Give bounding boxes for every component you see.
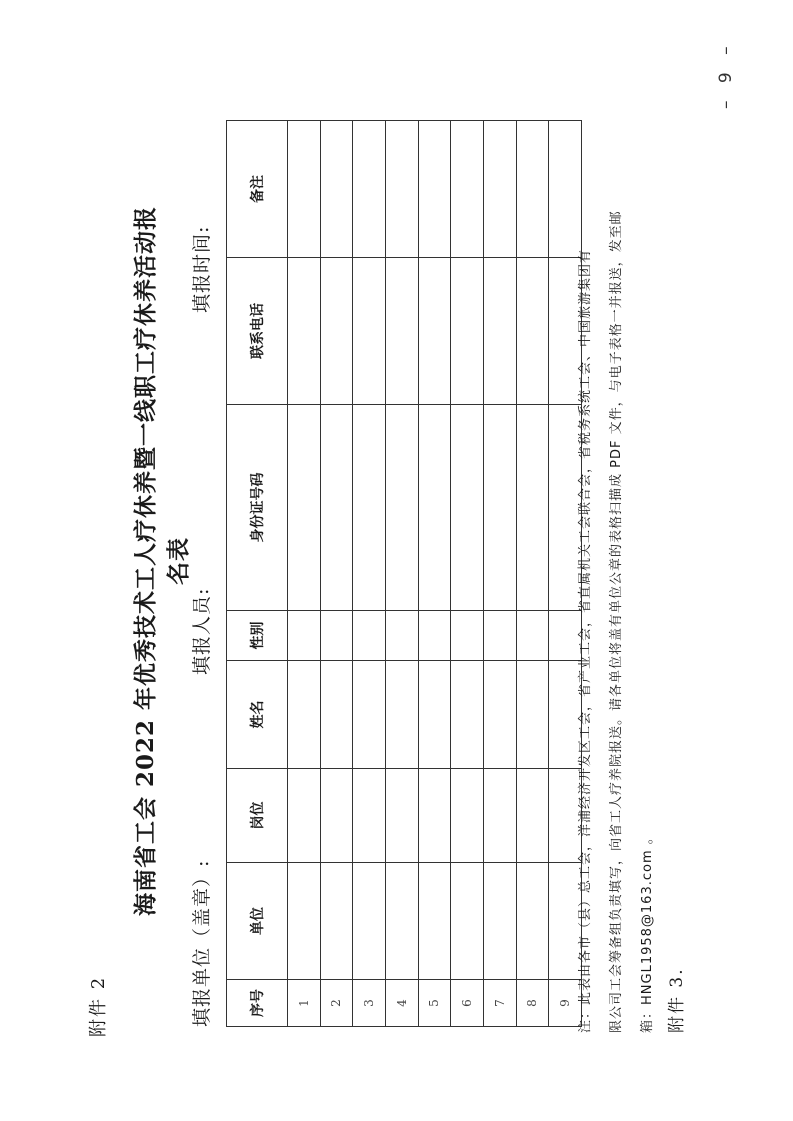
page-number: – 9 – — [716, 40, 736, 109]
row-number: 3 — [353, 980, 386, 1027]
row-number: 5 — [418, 980, 451, 1027]
cell[interactable] — [418, 258, 451, 405]
table-row — [288, 121, 321, 1027]
cell[interactable] — [288, 863, 321, 980]
cell[interactable] — [385, 405, 418, 611]
row-number: 2 — [320, 980, 353, 1027]
cell[interactable] — [385, 863, 418, 980]
cell[interactable] — [418, 769, 451, 863]
cell[interactable] — [483, 121, 516, 258]
header-name: 姓名 — [227, 661, 288, 769]
form-title: 海南省工会 2022 年优秀技术工人疗休养暨一线职工疗休养活动报名表 — [132, 205, 192, 917]
cell[interactable] — [320, 258, 353, 405]
notes-block — [570, 113, 663, 1033]
row-number: 9 — [549, 980, 582, 1027]
cell[interactable] — [353, 121, 386, 258]
cell[interactable] — [516, 863, 549, 980]
fill-time-label: 填报时间: — [191, 225, 213, 313]
header-gender: 性别 — [227, 611, 288, 661]
row-number: 1 — [288, 980, 321, 1027]
cell[interactable] — [288, 611, 321, 661]
cell[interactable] — [320, 769, 353, 863]
table-row — [483, 121, 516, 1027]
cell[interactable] — [418, 863, 451, 980]
header-unit: 单位 — [227, 863, 288, 980]
cell[interactable] — [418, 661, 451, 769]
row-number: 7 — [483, 980, 516, 1027]
header-position: 岗位 — [227, 769, 288, 863]
cell[interactable] — [320, 121, 353, 258]
cell[interactable] — [451, 769, 484, 863]
cell[interactable] — [353, 611, 386, 661]
cell[interactable] — [451, 258, 484, 405]
fill-unit-label: 填报单位（盖章）: — [191, 859, 213, 1027]
cell[interactable] — [516, 769, 549, 863]
cell[interactable] — [385, 611, 418, 661]
cell[interactable] — [288, 405, 321, 611]
cell[interactable] — [288, 661, 321, 769]
cell[interactable] — [353, 661, 386, 769]
note-line: 限公司工会筹备组负责填写，向省工人疗养院报送。请各单位将盖有单位公章的表格扫描成 PDF 文件，与电子表格一并报送，发至邮 — [609, 210, 624, 1033]
cell[interactable] — [483, 258, 516, 405]
cell[interactable] — [516, 661, 549, 769]
next-attachment-label: 附件 3. — [667, 967, 687, 1033]
table-row — [385, 121, 418, 1027]
cell[interactable] — [483, 661, 516, 769]
cell[interactable] — [320, 405, 353, 611]
table-row — [516, 121, 549, 1027]
cell[interactable] — [353, 258, 386, 405]
cell[interactable] — [353, 769, 386, 863]
cell[interactable] — [418, 405, 451, 611]
cell[interactable] — [288, 769, 321, 863]
cell[interactable] — [385, 661, 418, 769]
cell[interactable] — [418, 611, 451, 661]
cell[interactable] — [516, 405, 549, 611]
cell[interactable] — [483, 611, 516, 661]
table-header-row — [227, 121, 288, 1027]
cell[interactable] — [320, 661, 353, 769]
cell[interactable] — [516, 121, 549, 258]
cell[interactable] — [385, 258, 418, 405]
cell[interactable] — [320, 863, 353, 980]
cell[interactable] — [288, 258, 321, 405]
cell[interactable] — [516, 258, 549, 405]
fill-person-label: 填报人员: — [191, 587, 213, 675]
cell[interactable] — [516, 611, 549, 661]
note-line: 注：此表由各市（县）总工会，洋浦经济开发区工会，省产业工会，省直属机关工会联合会，省税务系统工会、中国旅游集团有 — [578, 248, 593, 1033]
cell[interactable] — [418, 121, 451, 258]
cell[interactable] — [451, 863, 484, 980]
header-remarks: 备注 — [227, 121, 288, 258]
row-number: 6 — [451, 980, 484, 1027]
table-row — [451, 121, 484, 1027]
cell[interactable] — [385, 769, 418, 863]
note-line: 箱：HNGL1958@163.com 。 — [640, 830, 655, 1033]
row-number: 8 — [516, 980, 549, 1027]
cell[interactable] — [483, 769, 516, 863]
cell[interactable] — [288, 121, 321, 258]
cell[interactable] — [451, 121, 484, 258]
cell[interactable] — [451, 611, 484, 661]
cell[interactable] — [451, 405, 484, 611]
header-phone: 联系电话 — [227, 258, 288, 405]
header-id-number: 身份证号码 — [227, 405, 288, 611]
cell[interactable] — [385, 121, 418, 258]
table-row — [320, 121, 353, 1027]
table-row — [418, 121, 451, 1027]
row-number: 4 — [385, 980, 418, 1027]
registration-table — [226, 120, 582, 1027]
cell[interactable] — [320, 611, 353, 661]
cell[interactable] — [353, 405, 386, 611]
cell[interactable] — [483, 863, 516, 980]
attachment-label: 附件 2 — [88, 975, 109, 1037]
header-serial: 序号 — [227, 980, 288, 1027]
cell[interactable] — [483, 405, 516, 611]
cell[interactable] — [451, 661, 484, 769]
table-row — [353, 121, 386, 1027]
cell[interactable] — [353, 863, 386, 980]
